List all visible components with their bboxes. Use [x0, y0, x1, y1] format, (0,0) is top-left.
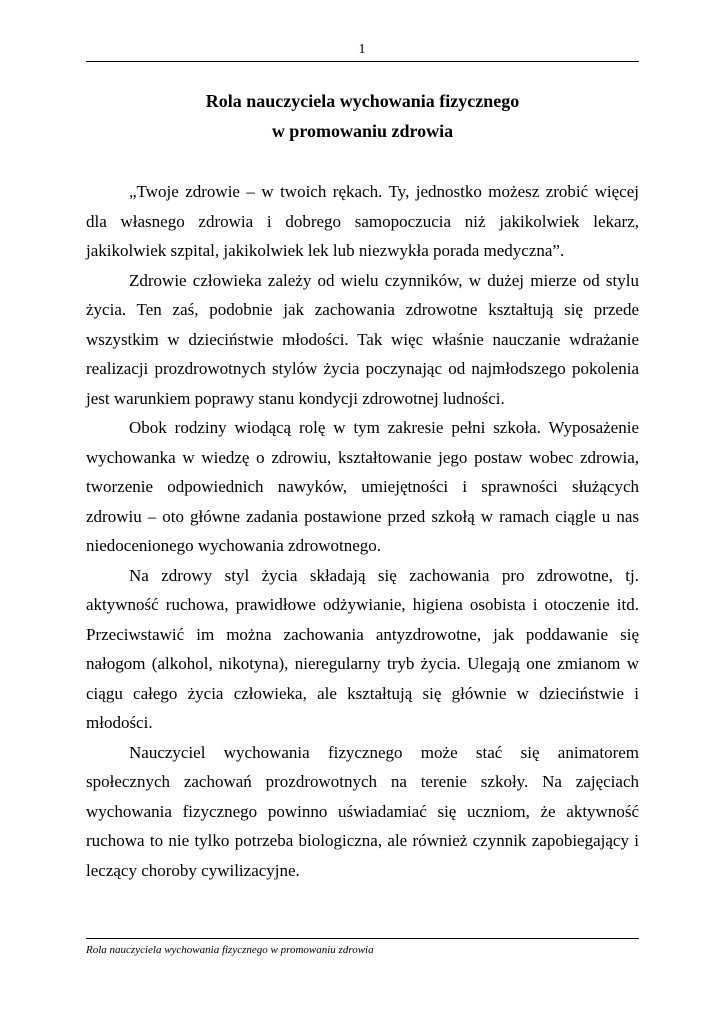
paragraph-quote: „Twoje zdrowie – w twoich rękach. Ty, jednostko możesz zrobić więcej dla własnego zdrowia i dobrego samopoczucia niż jakikolwiek lekarz, jakikolwiek szpital, jakikolwiek lek lub niezwykła porada medyczna”.	[86, 182, 639, 260]
document-title	[86, 86, 639, 146]
running-footer: Rola nauczyciela wychowania fizycznego w promowaniu zdrowia	[86, 944, 374, 956]
paragraph: Obok rodziny wiodącą rolę w tym zakresie pełni szkoła. Wyposażenie wychowanka w wiedzę o zdrowiu, kształtowanie jego postaw wobec zdrowia, tworzenie odpowiednich nawyków, umiejętności i sprawności służących zdrowiu – oto główne zadania postawione przed szkołą w ramach ciągle u nas niedocenionego wychowania zdrowotnego.	[86, 418, 639, 555]
paragraph: Na zdrowy styl życia składają się zachowania pro zdrowotne, tj. aktywność ruchowa, prawidłowe odżywianie, higiena osobista i otoczenie itd. Przeciwstawić im można zachowania antyzdrowotne, jak poddawanie się nałogom (alkohol, nikotyna), nieregularny tryb życia. Ulegają one zmianom w ciągu całego życia człowieka, ale kształtują się głównie w dzieciństwie i młodości.	[86, 565, 639, 732]
paragraph: Nauczyciel wychowania fizycznego może stać się animatorem społecznych zachowań prozdrowotnych na terenie szkoły. Na zajęciach wychowania fizycznego powinno uświadamiać się uczniom, że aktywność ruchowa to nie tylko potrzeba biologiczna, ale również czynnik zapobiegający i leczący choroby cywilizacyjne.	[86, 742, 639, 880]
page-number: 1	[358, 42, 366, 57]
document-body	[86, 177, 639, 885]
title-line-2: w promowaniu zdrowia	[271, 121, 454, 141]
header-divider	[86, 61, 639, 62]
paragraph: Zdrowie człowieka zależy od wielu czynników, w dużej mierze od stylu życia. Ten zaś, podobnie jak zachowania zdrowotne kształtują się przede wszystkim w dzieciństwie młodości. Tak więc właśnie nauczanie wdrażanie realizacji prozdrowotnych stylów życia poczynając od najmłodszego pokolenia jest warunkiem poprawy stanu kondycji zdrowotnej ludności.	[86, 270, 639, 408]
footer-divider	[86, 938, 639, 939]
title-line-1: Rola nauczyciela wychowania fizycznego	[205, 91, 520, 111]
